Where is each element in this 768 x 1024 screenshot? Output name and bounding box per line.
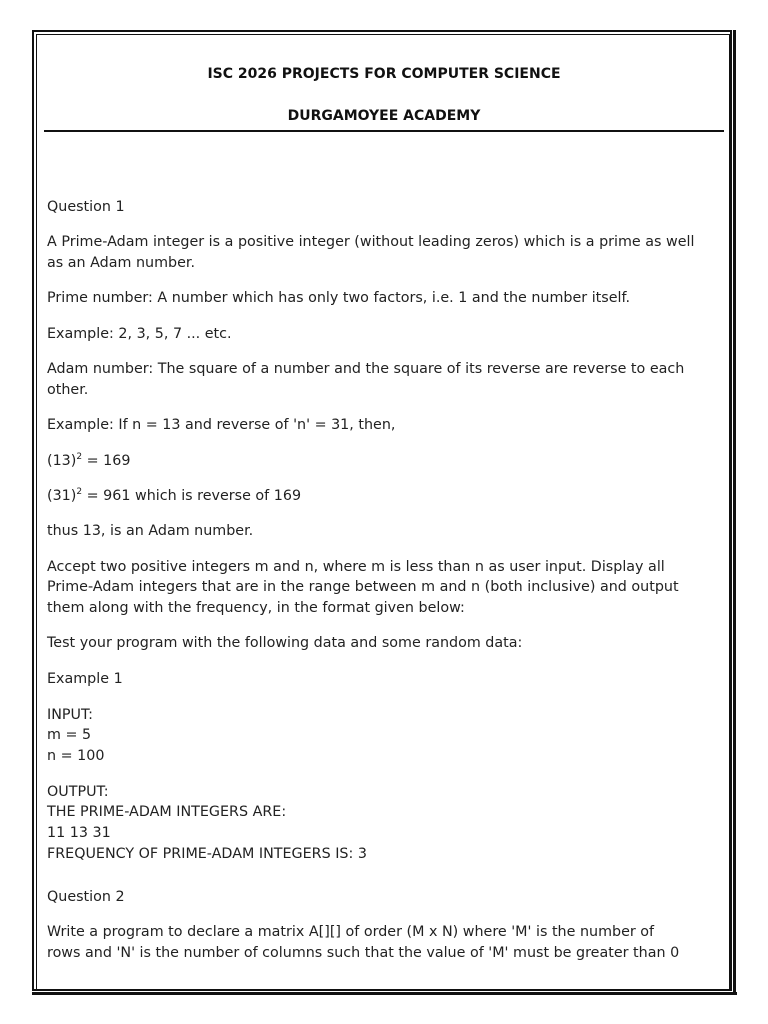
square-31-base: (31) [47,488,77,504]
input-m: m = 5 [47,727,92,743]
output-line-1: THE PRIME-ADAM INTEGERS ARE: [47,804,287,820]
adam-definition-line-2: other. [47,382,89,398]
q2-text-line-1: Write a program to declare a matrix A[][] of order (M x N) where 'M' is the number of [47,924,655,940]
prime-definition: Prime number: A number which has only two factors, i.e. 1 and the number itself. [47,290,631,306]
header-divider [44,130,724,132]
adam-example: Example: If n = 13 and reverse of 'n' = 31, then, [47,417,396,433]
q1-task-line-2: Prime-Adam integers that are in the range between m and n (both inclusive) and output [47,579,679,595]
question-2-heading: Question 2 [47,889,125,905]
page-border-bottom-shadow [32,992,737,995]
q1-intro-line-2: as an Adam number. [47,255,195,271]
output-label: OUTPUT: [47,784,109,800]
q2-text-line-2: rows and 'N' is the number of columns such that the value of 'M' must be greater than 0 [47,945,680,961]
input-n: n = 100 [47,748,105,764]
square-13-line [47,451,719,471]
question-1-heading: Question 1 [47,199,125,215]
square-13-exponent: 2 [76,452,83,463]
q1-intro-line-1: A Prime-Adam integer is a positive integer (without leading zeros) which is a prime as well [47,234,695,250]
adam-conclusion: thus 13, is an Adam number. [47,523,254,539]
adam-definition-line-1: Adam number: The square of a number and the square of its reverse are reverse to each [47,361,685,377]
prime-example: Example: 2, 3, 5, 7 ... etc. [47,326,232,342]
q1-task-line-1: Accept two positive integers m and n, where m is less than n as user input. Display all [47,559,665,575]
document-title: ISC 2026 PROJECTS FOR COMPUTER SCIENCE [207,66,561,82]
input-label: INPUT: [47,707,93,723]
square-31-exponent: 2 [76,487,83,498]
q1-test-instruction: Test your program with the following data and some random data: [47,635,523,651]
square-13-base: (13) [47,453,77,469]
square-13-result: = 169 [82,453,131,469]
document-subtitle: DURGAMOYEE ACADEMY [287,108,481,124]
output-line-3: FREQUENCY OF PRIME-ADAM INTEGERS IS: 3 [47,846,367,862]
square-31-line [47,486,719,506]
example-1-heading: Example 1 [47,671,123,687]
square-31-result: = 961 which is reverse of 169 [82,488,302,504]
page-border-right-shadow [733,30,736,993]
q1-task-line-3: them along with the frequency, in the format given below: [47,600,465,616]
output-line-2: 11 13 31 [47,825,111,841]
